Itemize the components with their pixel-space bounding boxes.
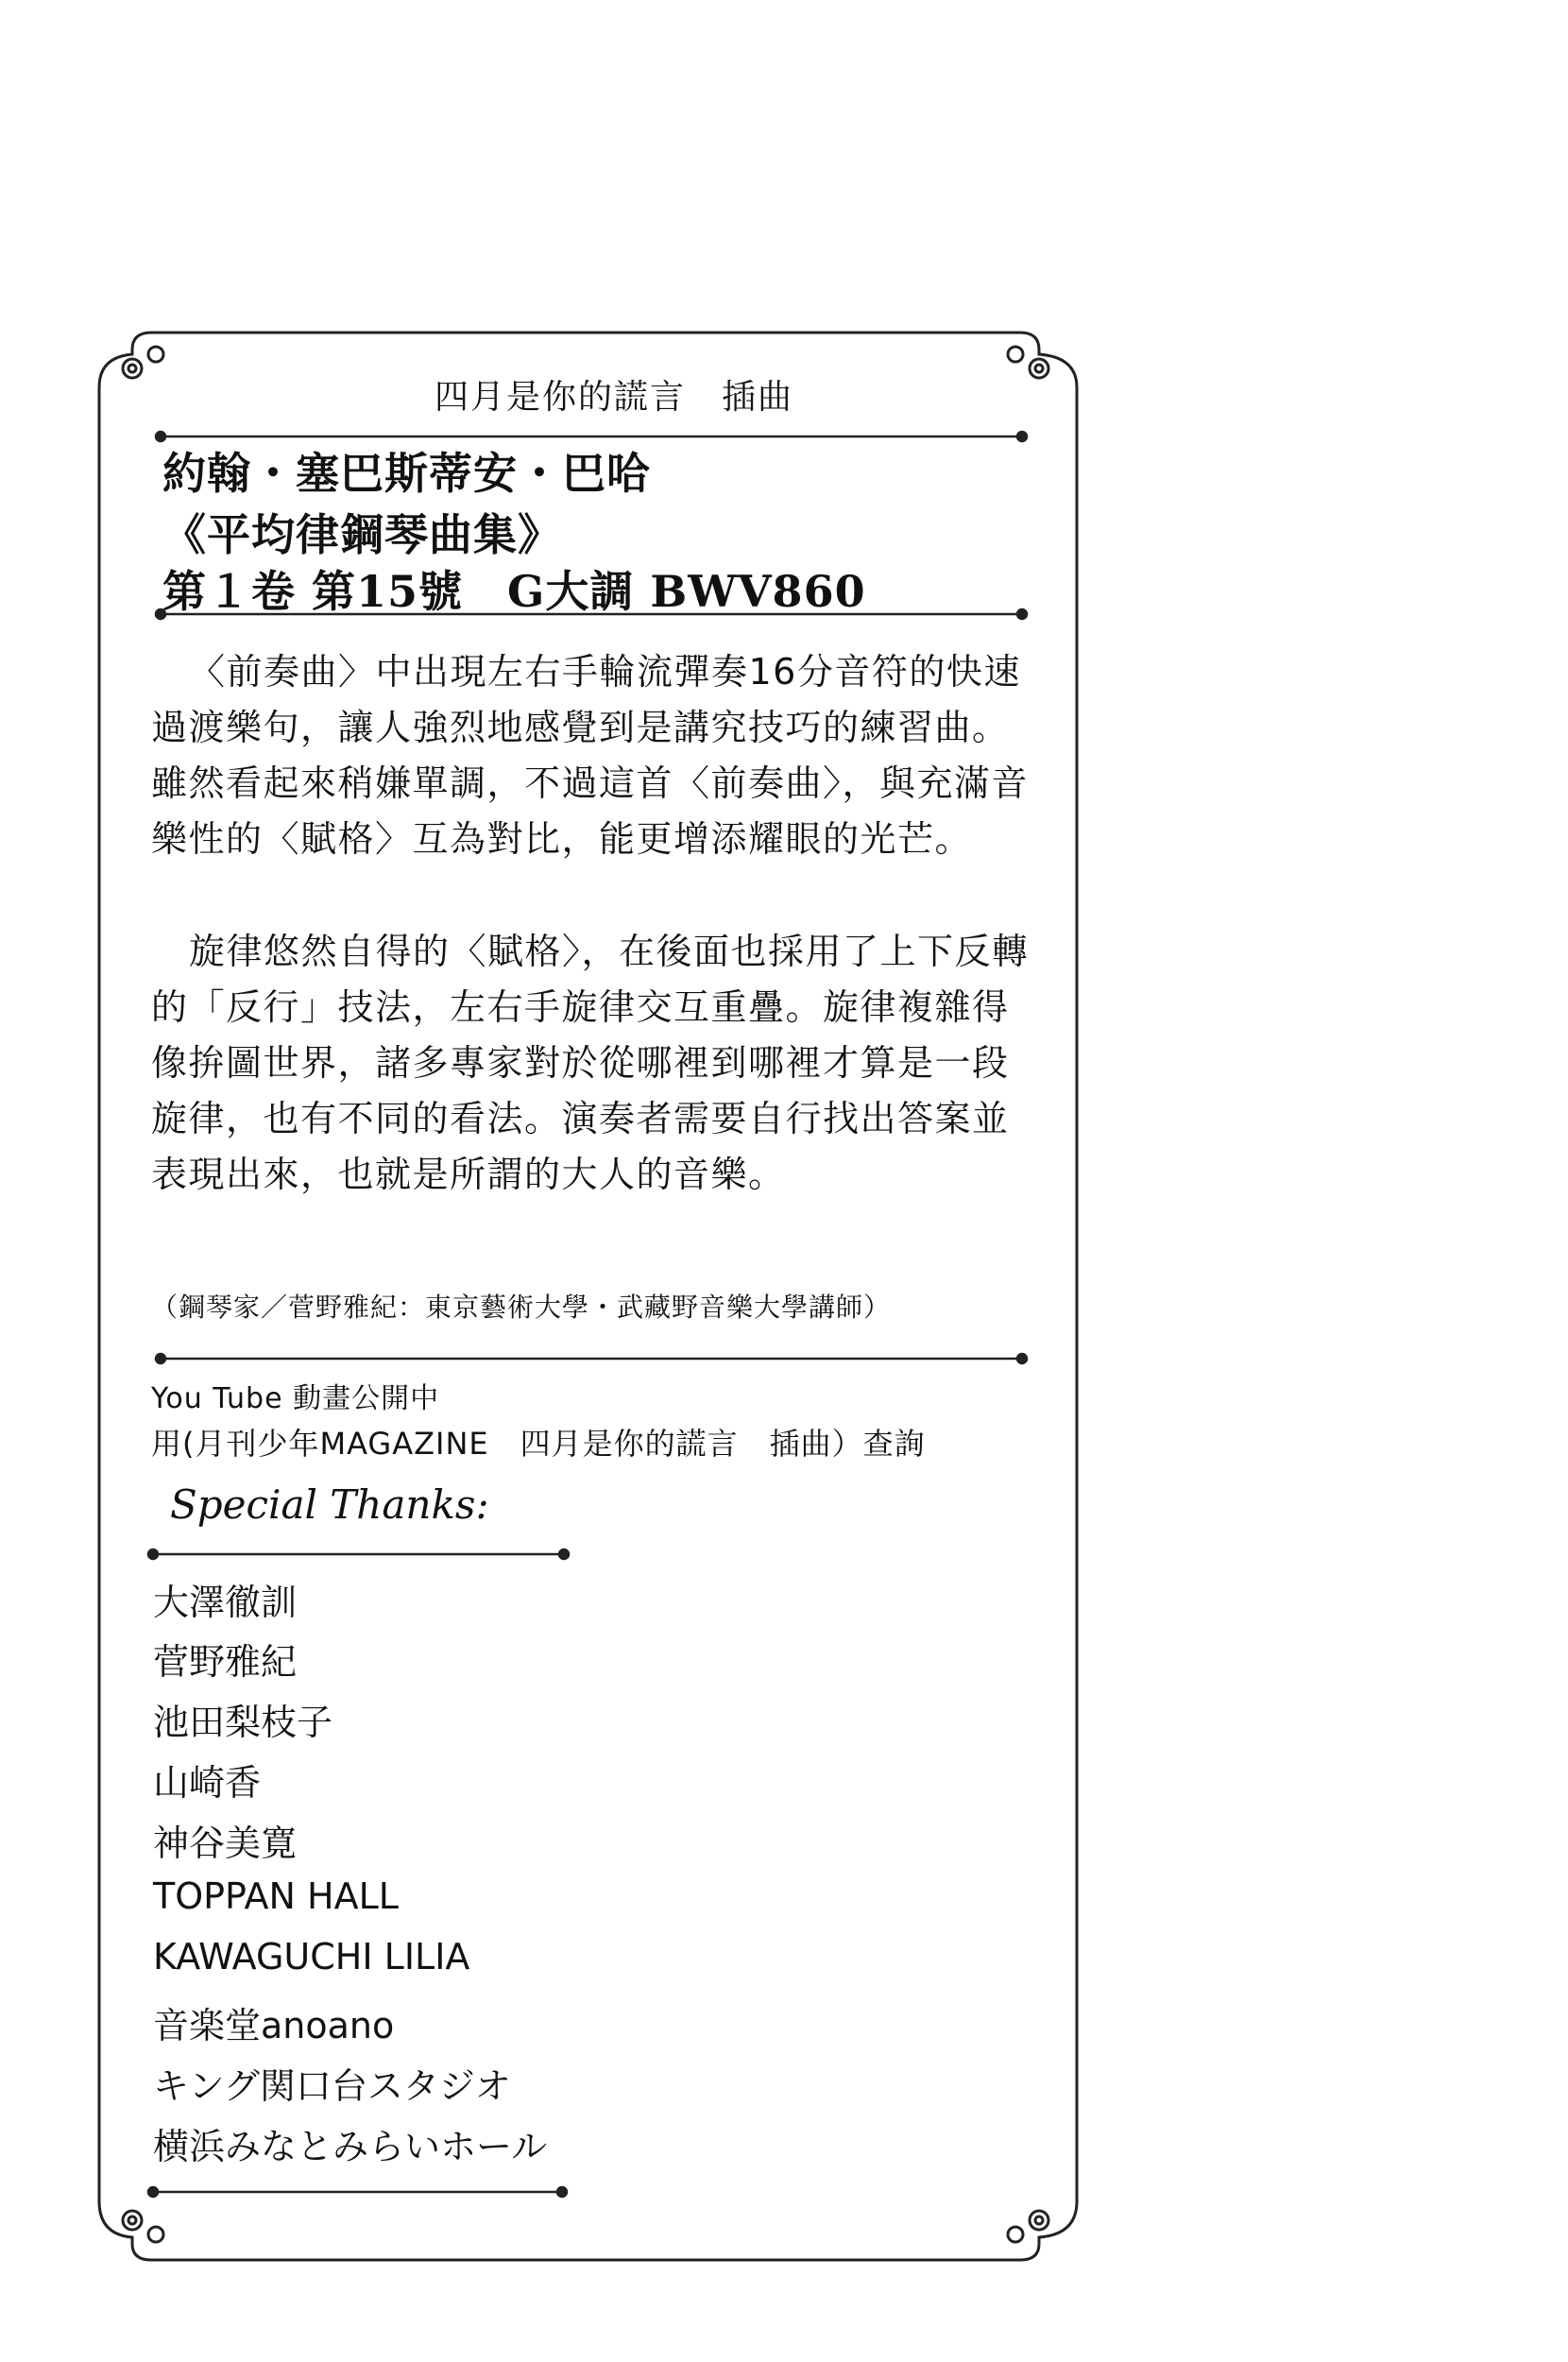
thanks-name: キング関口台スタジオ: [153, 2065, 511, 2107]
paragraph-prelude: 〈前奏曲〉中出現左右手輪流彈奏16分音符的快速過渡樂句，讓人強烈地感覺到是講究技巧的練習曲。雖然看起來稍嫌單調，不過這首〈前奏曲〉，與充滿音樂性的〈賦格〉互為對比，能更增添耀眼的光芒。: [151, 651, 1030, 860]
special-thanks-title: Special Thanks:: [170, 1481, 489, 1528]
thanks-name: 神谷美寛: [153, 1823, 298, 1864]
thanks-name: 池田梨枝子: [153, 1702, 333, 1743]
title-piece: 第１卷 第15號 G大調 BWV860: [162, 566, 866, 617]
subtitle: 四月是你的謊言 插曲: [434, 378, 793, 417]
title-composer: 約翰・塞巴斯蒂安・巴哈: [162, 448, 651, 499]
thanks-name: 大澤徹訓: [153, 1582, 298, 1623]
thanks-name: KAWAGUCHI LILIA: [153, 1936, 470, 1977]
thanks-name: 菅野雅紀: [153, 1641, 298, 1683]
thanks-name: TOPPAN HALL: [153, 1875, 399, 1917]
youtube-search-hint: 用(月刊少年MAGAZINE 四月是你的謊言 插曲）查詢: [151, 1426, 926, 1462]
author-credit: （鋼琴家／菅野雅紀：東京藝術大學・武藏野音樂大學講師）: [151, 1292, 892, 1323]
youtube-notice: You Tube 動畫公開中: [151, 1382, 440, 1415]
paragraph-fugue: 旋律悠然自得的〈賦格〉，在後面也採用了上下反轉的「反行」技法，左右手旋律交互重疊。旋律複雜得像拚圖世界，諸多專家對於從哪裡到哪裡才算是一段旋律，也有不同的看法。演奏者需要自行找出答案並表現出來，也就是所謂的大人的音樂。: [151, 931, 1030, 1195]
title-work: 《平均律鋼琴曲集》: [162, 509, 562, 560]
thanks-name: 音楽堂anoano: [153, 2005, 395, 2046]
thanks-name: 山崎香: [153, 1762, 262, 1804]
thanks-name: 横浜みなとみらいホール: [153, 2126, 548, 2167]
